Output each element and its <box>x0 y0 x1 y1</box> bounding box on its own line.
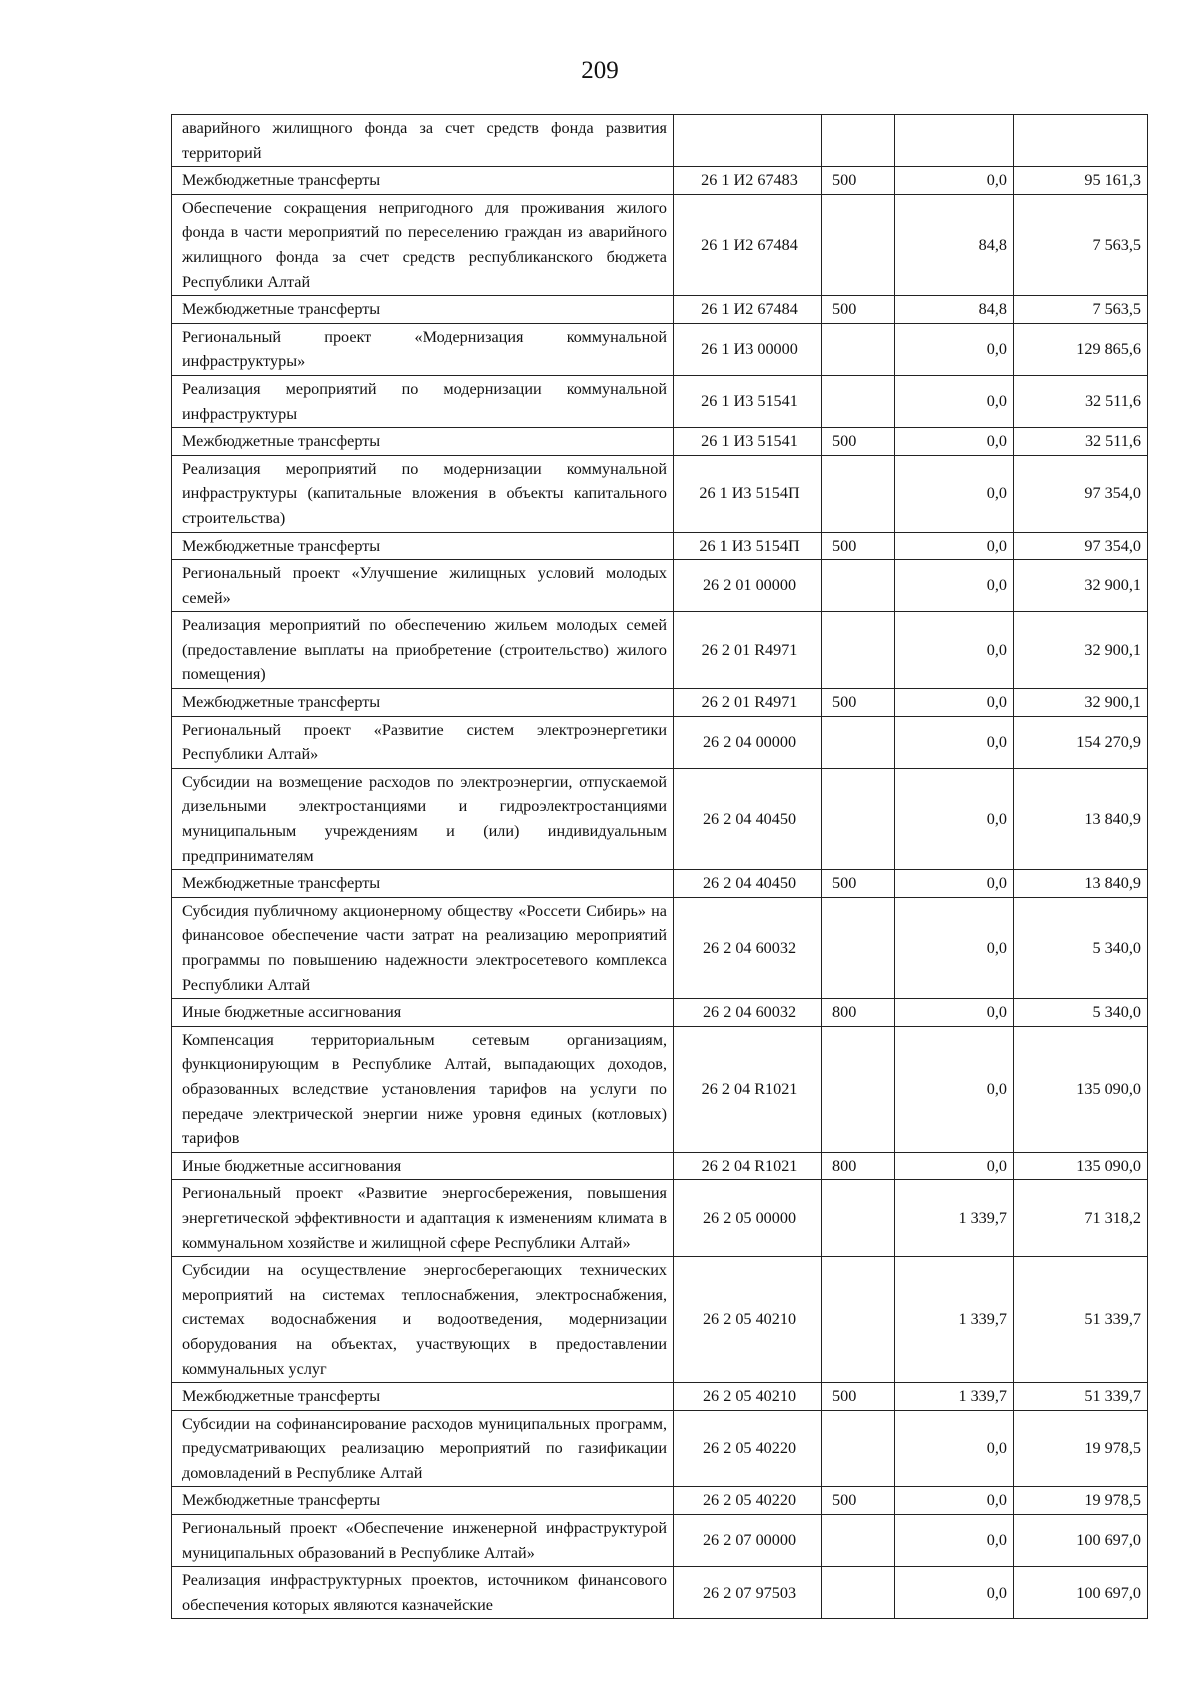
amount-cell <box>895 115 1014 167</box>
table-row <box>172 1383 1148 1411</box>
amount-cell: 0,0 <box>895 689 1014 717</box>
table-row <box>172 1567 1148 1619</box>
expenditure-name-cell: аварийного жилищного фонда за счет средств фонда развития территорий <box>172 115 674 167</box>
expenditure-name-cell: Региональный проект «Обеспечение инженерной инфраструктурой муниципальных образований в Республике Алтай» <box>172 1515 674 1567</box>
target-article-code-cell: 26 1 И3 00000 <box>674 323 822 375</box>
amount-cell: 0,0 <box>895 716 1014 768</box>
total-amount-cell: 51 339,7 <box>1014 1383 1148 1411</box>
table-row <box>172 897 1148 998</box>
target-article-code-cell: 26 2 01 R4971 <box>674 612 822 689</box>
expense-type-code-cell <box>822 115 895 167</box>
table-row <box>172 1410 1148 1487</box>
amount-cell: 1 339,7 <box>895 1257 1014 1383</box>
expenditure-name-cell: Региональный проект «Развитие энергосбережения, повышения энергетической эффективности и адаптация к изменениям климата в коммунальном хозяйстве и жилищной сфере Республики Алтай» <box>172 1180 674 1257</box>
expense-type-code-cell: 500 <box>822 689 895 717</box>
expenditure-name-cell: Субсидии на возмещение расходов по электроэнергии, отпускаемой дизельными электростанциями и гидроэлектростанциями муниципальным учреждениям и (или) индивидуальным предпринимателям <box>172 768 674 869</box>
table-row <box>172 1152 1148 1180</box>
target-article-code-cell: 26 2 05 40210 <box>674 1257 822 1383</box>
target-article-code-cell: 26 2 05 40210 <box>674 1383 822 1411</box>
target-article-code-cell: 26 2 05 40220 <box>674 1487 822 1515</box>
total-amount-cell: 5 340,0 <box>1014 999 1148 1027</box>
expenditure-name-cell: Межбюджетные трансферты <box>172 689 674 717</box>
target-article-code-cell: 26 2 01 R4971 <box>674 689 822 717</box>
expense-type-code-cell: 500 <box>822 296 895 324</box>
target-article-code-cell: 26 2 04 R1021 <box>674 1026 822 1152</box>
table-row <box>172 375 1148 427</box>
total-amount-cell: 19 978,5 <box>1014 1410 1148 1487</box>
expense-type-code-cell: 500 <box>822 1487 895 1515</box>
expense-type-code-cell <box>822 194 895 295</box>
expense-type-code-cell <box>822 1567 895 1619</box>
budget-table <box>171 114 1148 1619</box>
table-row <box>172 194 1148 295</box>
expenditure-name-cell: Реализация мероприятий по модернизации коммунальной инфраструктуры (капитальные вложения в объекты капитального строительства) <box>172 455 674 532</box>
expense-type-code-cell <box>822 612 895 689</box>
expenditure-name-cell: Иные бюджетные ассигнования <box>172 1152 674 1180</box>
total-amount-cell: 32 900,1 <box>1014 612 1148 689</box>
amount-cell: 0,0 <box>895 897 1014 998</box>
expenditure-name-cell: Региональный проект «Модернизация коммунальной инфраструктуры» <box>172 323 674 375</box>
amount-cell: 0,0 <box>895 375 1014 427</box>
total-amount-cell: 19 978,5 <box>1014 1487 1148 1515</box>
expenditure-name-cell: Обеспечение сокращения непригодного для проживания жилого фонда в части мероприятий по переселению граждан из аварийного жилищного фонда за счет средств республиканского бюджета Республики Алтай <box>172 194 674 295</box>
total-amount-cell: 5 340,0 <box>1014 897 1148 998</box>
target-article-code-cell: 26 2 04 00000 <box>674 716 822 768</box>
table-row <box>172 428 1148 456</box>
table-row <box>172 1026 1148 1152</box>
table-row <box>172 532 1148 560</box>
target-article-code-cell: 26 2 07 97503 <box>674 1567 822 1619</box>
table-row <box>172 115 1148 167</box>
amount-cell: 0,0 <box>895 1487 1014 1515</box>
table-row <box>172 768 1148 869</box>
expenditure-name-cell: Региональный проект «Улучшение жилищных условий молодых семей» <box>172 560 674 612</box>
target-article-code-cell: 26 2 04 60032 <box>674 897 822 998</box>
expenditure-name-cell: Межбюджетные трансферты <box>172 167 674 195</box>
expense-type-code-cell <box>822 1026 895 1152</box>
target-article-code-cell: 26 2 04 40450 <box>674 768 822 869</box>
amount-cell: 1 339,7 <box>895 1383 1014 1411</box>
amount-cell: 0,0 <box>895 768 1014 869</box>
table-row <box>172 1487 1148 1515</box>
total-amount-cell: 32 511,6 <box>1014 428 1148 456</box>
expense-type-code-cell <box>822 1180 895 1257</box>
expenditure-name-cell: Субсидии на софинансирование расходов муниципальных программ, предусматривающих реализацию мероприятий по газификации домовладений в Республике Алтай <box>172 1410 674 1487</box>
expense-type-code-cell <box>822 1410 895 1487</box>
total-amount-cell: 7 563,5 <box>1014 296 1148 324</box>
expenditure-name-cell: Межбюджетные трансферты <box>172 296 674 324</box>
expenditure-name-cell: Межбюджетные трансферты <box>172 1487 674 1515</box>
expense-type-code-cell: 500 <box>822 870 895 898</box>
amount-cell: 0,0 <box>895 323 1014 375</box>
expenditure-name-cell: Реализация мероприятий по обеспечению жильем молодых семей (предоставление выплаты на приобретение (строительство) жилого помещения) <box>172 612 674 689</box>
expense-type-code-cell <box>822 1257 895 1383</box>
total-amount-cell: 95 161,3 <box>1014 167 1148 195</box>
expenditure-name-cell: Межбюджетные трансферты <box>172 870 674 898</box>
table-row <box>172 716 1148 768</box>
total-amount-cell <box>1014 115 1148 167</box>
amount-cell: 0,0 <box>895 455 1014 532</box>
target-article-code-cell <box>674 115 822 167</box>
total-amount-cell: 135 090,0 <box>1014 1026 1148 1152</box>
amount-cell: 0,0 <box>895 1152 1014 1180</box>
expenditure-name-cell: Межбюджетные трансферты <box>172 532 674 560</box>
total-amount-cell: 129 865,6 <box>1014 323 1148 375</box>
expense-type-code-cell <box>822 375 895 427</box>
amount-cell: 1 339,7 <box>895 1180 1014 1257</box>
table-row <box>172 612 1148 689</box>
table-row <box>172 560 1148 612</box>
total-amount-cell: 32 900,1 <box>1014 689 1148 717</box>
amount-cell: 0,0 <box>895 612 1014 689</box>
table-row <box>172 1257 1148 1383</box>
total-amount-cell: 154 270,9 <box>1014 716 1148 768</box>
amount-cell: 0,0 <box>895 870 1014 898</box>
amount-cell: 0,0 <box>895 560 1014 612</box>
total-amount-cell: 71 318,2 <box>1014 1180 1148 1257</box>
expense-type-code-cell <box>822 455 895 532</box>
target-article-code-cell: 26 1 И2 67484 <box>674 296 822 324</box>
total-amount-cell: 100 697,0 <box>1014 1515 1148 1567</box>
table-row <box>172 323 1148 375</box>
table-row <box>172 167 1148 195</box>
page-number: 209 <box>581 57 619 84</box>
budget-table-body <box>172 115 1148 1619</box>
expenditure-name-cell: Субсидии на осуществление энергосберегающих технических мероприятий на системах теплоснабжения, электроснабжения, системах водоснабжения и водоотведения, модернизации оборудования на объектах, участвующих в предоставлении коммунальных услуг <box>172 1257 674 1383</box>
table-row <box>172 1180 1148 1257</box>
target-article-code-cell: 26 2 05 40220 <box>674 1410 822 1487</box>
target-article-code-cell: 26 2 04 60032 <box>674 999 822 1027</box>
expenditure-name-cell: Компенсация территориальным сетевым организациям, функционирующим в Республике Алтай, выпадающих доходов, образованных вследствие установления тарифов на услуги по передаче электрической энергии ниже уровня единых (котловых) тарифов <box>172 1026 674 1152</box>
target-article-code-cell: 26 1 И3 51541 <box>674 428 822 456</box>
total-amount-cell: 97 354,0 <box>1014 532 1148 560</box>
expenditure-name-cell: Региональный проект «Развитие систем электроэнергетики Республики Алтай» <box>172 716 674 768</box>
table-row <box>172 999 1148 1027</box>
expenditure-name-cell: Реализация инфраструктурных проектов, источником финансового обеспечения которых являются казначейские <box>172 1567 674 1619</box>
expense-type-code-cell: 500 <box>822 532 895 560</box>
amount-cell: 0,0 <box>895 532 1014 560</box>
expenditure-name-cell: Реализация мероприятий по модернизации коммунальной инфраструктуры <box>172 375 674 427</box>
target-article-code-cell: 26 1 И3 5154П <box>674 455 822 532</box>
expenditure-name-cell: Межбюджетные трансферты <box>172 1383 674 1411</box>
amount-cell: 0,0 <box>895 428 1014 456</box>
expenditure-name-cell: Субсидия публичному акционерному обществу «Россети Сибирь» на финансовое обеспечение части затрат на реализацию мероприятий программы по повышению надежности электросетевого комплекса Республики Алтай <box>172 897 674 998</box>
total-amount-cell: 51 339,7 <box>1014 1257 1148 1383</box>
target-article-code-cell: 26 1 И3 51541 <box>674 375 822 427</box>
expense-type-code-cell <box>822 560 895 612</box>
table-row <box>172 455 1148 532</box>
expenditure-name-cell: Иные бюджетные ассигнования <box>172 999 674 1027</box>
amount-cell: 84,8 <box>895 194 1014 295</box>
amount-cell: 84,8 <box>895 296 1014 324</box>
target-article-code-cell: 26 2 04 40450 <box>674 870 822 898</box>
expense-type-code-cell: 500 <box>822 1383 895 1411</box>
amount-cell: 0,0 <box>895 1026 1014 1152</box>
target-article-code-cell: 26 2 01 00000 <box>674 560 822 612</box>
expense-type-code-cell <box>822 768 895 869</box>
expense-type-code-cell: 500 <box>822 167 895 195</box>
target-article-code-cell: 26 2 04 R1021 <box>674 1152 822 1180</box>
total-amount-cell: 32 511,6 <box>1014 375 1148 427</box>
expense-type-code-cell: 800 <box>822 1152 895 1180</box>
expense-type-code-cell: 500 <box>822 428 895 456</box>
amount-cell: 0,0 <box>895 167 1014 195</box>
expenditure-name-cell: Межбюджетные трансферты <box>172 428 674 456</box>
table-row <box>172 870 1148 898</box>
target-article-code-cell: 26 1 И2 67484 <box>674 194 822 295</box>
expense-type-code-cell <box>822 323 895 375</box>
table-row <box>172 1515 1148 1567</box>
table-row <box>172 689 1148 717</box>
target-article-code-cell: 26 2 05 00000 <box>674 1180 822 1257</box>
total-amount-cell: 135 090,0 <box>1014 1152 1148 1180</box>
total-amount-cell: 13 840,9 <box>1014 768 1148 869</box>
total-amount-cell: 100 697,0 <box>1014 1567 1148 1619</box>
table-row <box>172 296 1148 324</box>
target-article-code-cell: 26 1 И2 67483 <box>674 167 822 195</box>
expense-type-code-cell <box>822 716 895 768</box>
target-article-code-cell: 26 2 07 00000 <box>674 1515 822 1567</box>
amount-cell: 0,0 <box>895 1515 1014 1567</box>
total-amount-cell: 13 840,9 <box>1014 870 1148 898</box>
total-amount-cell: 32 900,1 <box>1014 560 1148 612</box>
amount-cell: 0,0 <box>895 1567 1014 1619</box>
expense-type-code-cell: 800 <box>822 999 895 1027</box>
amount-cell: 0,0 <box>895 1410 1014 1487</box>
expense-type-code-cell <box>822 1515 895 1567</box>
target-article-code-cell: 26 1 И3 5154П <box>674 532 822 560</box>
total-amount-cell: 7 563,5 <box>1014 194 1148 295</box>
amount-cell: 0,0 <box>895 999 1014 1027</box>
expense-type-code-cell <box>822 897 895 998</box>
total-amount-cell: 97 354,0 <box>1014 455 1148 532</box>
